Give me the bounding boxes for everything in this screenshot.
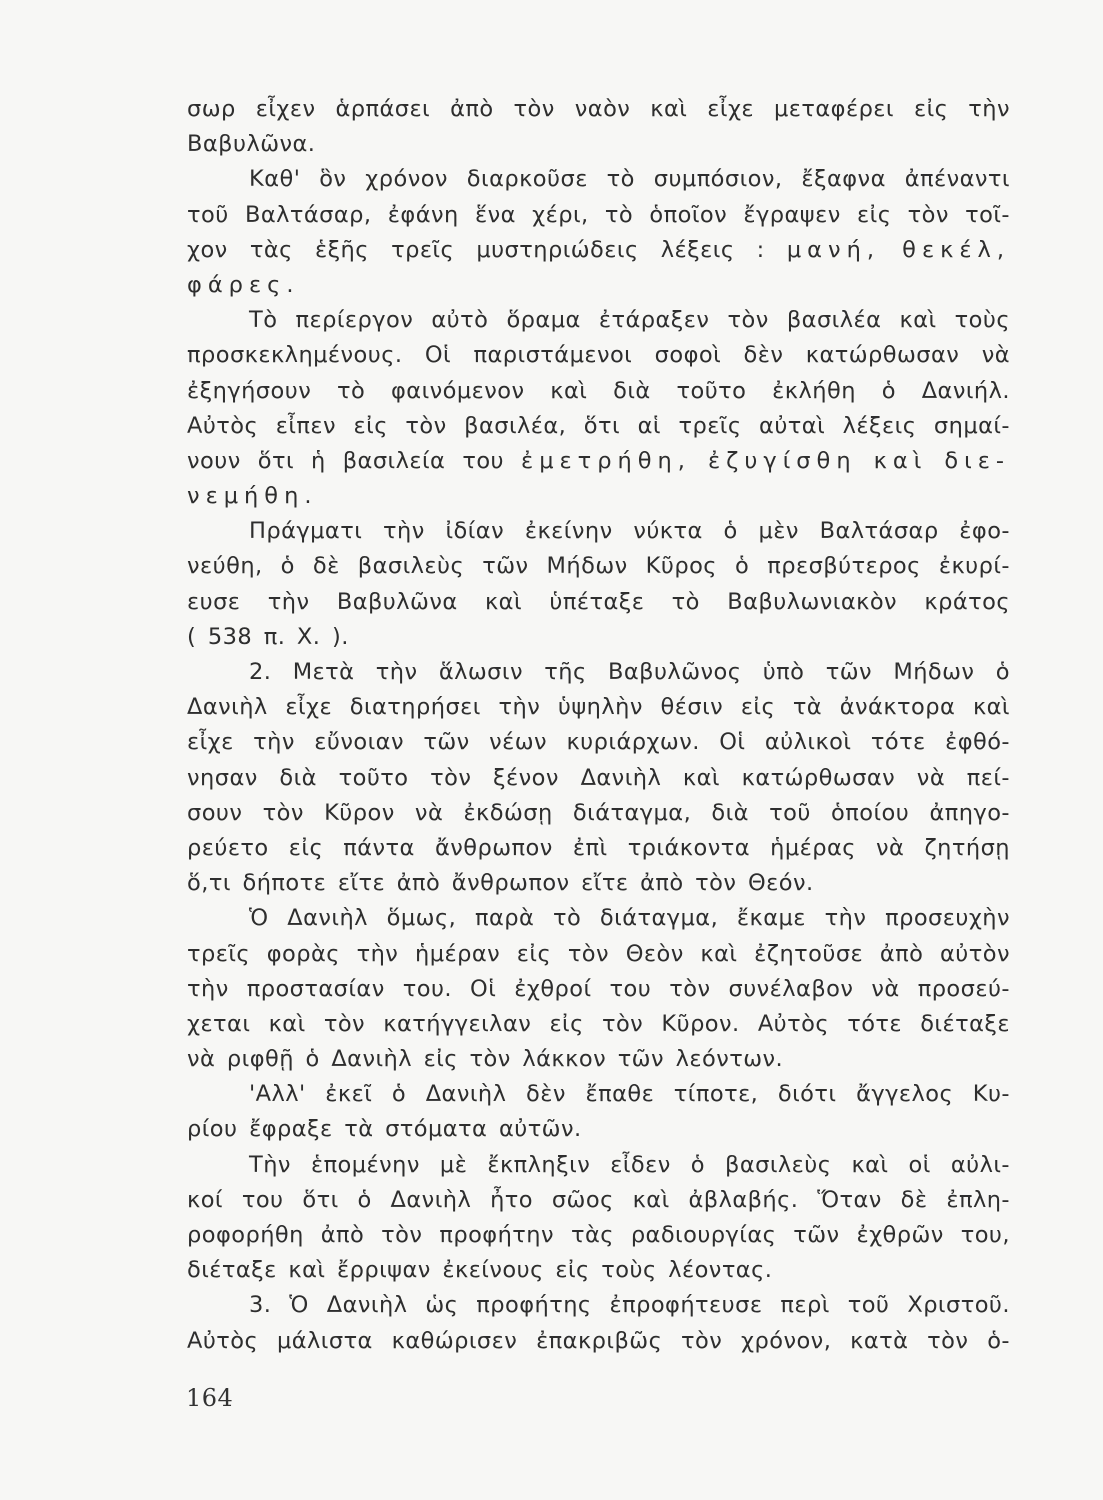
text-line: τρεῖς φορὰς τὴν ἡμέραν εἰς τὸν Θεὸν καὶ ἐζητοῦσε ἀπὸ αὐτὸν [187,940,1010,967]
text-line: Τὴν ἑπομένην μὲ ἔκπληξιν εἶδεν ὁ βασιλεὺς καὶ οἱ αὐλι- [249,1151,1010,1178]
body-text [187,92,1010,1359]
spaced-word: ἐμετρήθη, [521,447,691,474]
text-line: διέταξε καὶ ἔρριψαν ἐκείνους εἰς τοὺς λέοντας. [187,1257,773,1284]
text-line [187,233,1010,268]
spaced-word: θεκέλ, [902,236,1010,263]
text-line: ἐξηγήσουν τὸ φαινόμενον καὶ διὰ τοῦτο ἐκλήθη ὁ Δανιήλ. [187,377,1010,404]
text-line: σουν τὸν Κῦρον νὰ ἐκδώσῃ διάταγμα, διὰ τοῦ ὁποίου ἀπηγο- [187,799,1010,826]
text-line: 3. Ὁ Δανιὴλ ὡς προφήτης ἐπροφήτευσε περὶ τοῦ Χριστοῦ. [249,1292,1010,1319]
text-line: ὅ,τι δήποτε εἴτε ἀπὸ ἄνθρωπον εἴτε ἀπὸ τὸν Θεόν. [187,870,814,897]
text-line: νὰ ριφθῇ ὁ Δανιὴλ εἰς τὸν λάκκον τῶν λεόντων. [187,1046,784,1073]
text-line: 'Αλλ' ἐκεῖ ὁ Δανιὴλ δὲν ἔπαθε τίποτε, διότι ἄγγελος Κυ- [249,1081,1010,1108]
spaced-word: καὶ [873,447,928,474]
text-line: Ὁ Δανιὴλ ὅμως, παρὰ τὸ διάταγμα, ἔκαμε τὴν προσευχὴν [249,905,1010,932]
spaced-word: ἐζυγίσθη [707,447,857,474]
text-line: Πράγματι τὴν ἰδίαν ἐκείνην νύκτα ὁ μὲν Βαλτάσαρ ἐφο- [249,518,1010,545]
text-line: Αὐτὸς μάλιστα καθώρισεν ἐπακριβῶς τὸν χρόνον, κατὰ τὸν ὁ- [187,1327,1010,1354]
text-line: προσκεκλημένους. Οἱ παριστάμενοι σοφοὶ δὲν κατώρθωσαν νὰ [187,342,1010,369]
text-line: ευσε τὴν Βαβυλῶνα καὶ ὑπέταξε τὸ Βαβυλωνιακὸν κράτος [187,588,1010,615]
text-line: κοί του ὅτι ὁ Δανιὴλ ἦτο σῶος καὶ ἀβλαβής. Ὅταν δὲ ἐπλη- [187,1186,1010,1213]
text-line: Αὐτὸς εἶπεν εἰς τὸν βασιλέα, ὅτι αἱ τρεῖς αὐταὶ λέξεις σημαί- [187,412,1010,439]
text-line: ρίου ἔφραξε τὰ στόματα αὐτῶν. [187,1116,582,1143]
text-line: 2. Μετὰ τὴν ἅλωσιν τῆς Βαβυλῶνος ὑπὸ τῶν Μήδων ὁ [249,659,1010,685]
text-line: φάρες. [187,271,300,298]
text-line-part: χον τὰς ἑξῆς τρεῖς μυστηριώδεις λέξεις : [187,236,765,263]
spaced-word: μανή, [786,236,880,263]
text-line: ρεύετο εἰς πάντα ἄνθρωπον ἐπὶ τριάκοντα ἡμέρας νὰ ζητήσῃ [187,834,1010,861]
text-line: Βαβυλῶνα. [187,131,316,158]
text-line-part: νουν ὅτι ἡ βασιλεία του [187,447,505,474]
text-line: Δανιὴλ εἶχε διατηρήσει τὴν ὑψηλὴν θέσιν εἰς τὰ ἀνάκτορα καὶ [187,694,1010,721]
text-line: Καθ' ὃν χρόνον διαρκοῦσε τὸ συμπόσιον, ἔξαφνα ἀπέναντι [249,166,1010,193]
text-line: εἶχε τὴν εὔνοιαν τῶν νέων κυριάρχων. Οἱ αὐλικοὶ τότε ἐφθό- [187,729,1010,756]
text-line: τοῦ Βαλτάσαρ, ἐφάνη ἕνα χέρι, τὸ ὁποῖον ἔγραψεν εἰς τὸν τοῖ- [187,201,1010,228]
text-line: νεύθη, ὁ δὲ βασιλεὺς τῶν Μήδων Κῦρος ὁ πρεσβύτερος ἐκυρί- [187,553,1010,580]
text-line: τὴν προστασίαν του. Οἱ ἐχθροί του τὸν συνέλαβον νὰ προσεύ- [187,975,1010,1002]
text-line: ( 538 π. Χ. ). [187,623,349,650]
text-line: νησαν διὰ τοῦτο τὸν ξένον Δανιὴλ καὶ κατώρθωσαν νὰ πεί- [187,764,1010,791]
text-line [187,444,1010,479]
text-line: Τὸ περίεργον αὐτὸ ὅραμα ἐτάραξεν τὸν βασιλέα καὶ τοὺς [249,307,1010,334]
text-line: σωρ εἶχεν ἁρπάσει ἀπὸ τὸν ναὸν καὶ εἶχε μεταφέρει εἰς τὴν [187,96,1010,122]
page-number: 164 [186,1384,234,1412]
spaced-word: διε- [944,447,1011,474]
text-line: ροφορήθη ἀπὸ τὸν προφήτην τὰς ραδιουργίας τῶν ἐχθρῶν του, [187,1222,1010,1248]
text-line: νεμήθη. [187,483,318,510]
text-line: χεται καὶ τὸν κατήγγειλαν εἰς τὸν Κῦρον. Αὐτὸς τότε διέταξε [187,1010,1010,1037]
